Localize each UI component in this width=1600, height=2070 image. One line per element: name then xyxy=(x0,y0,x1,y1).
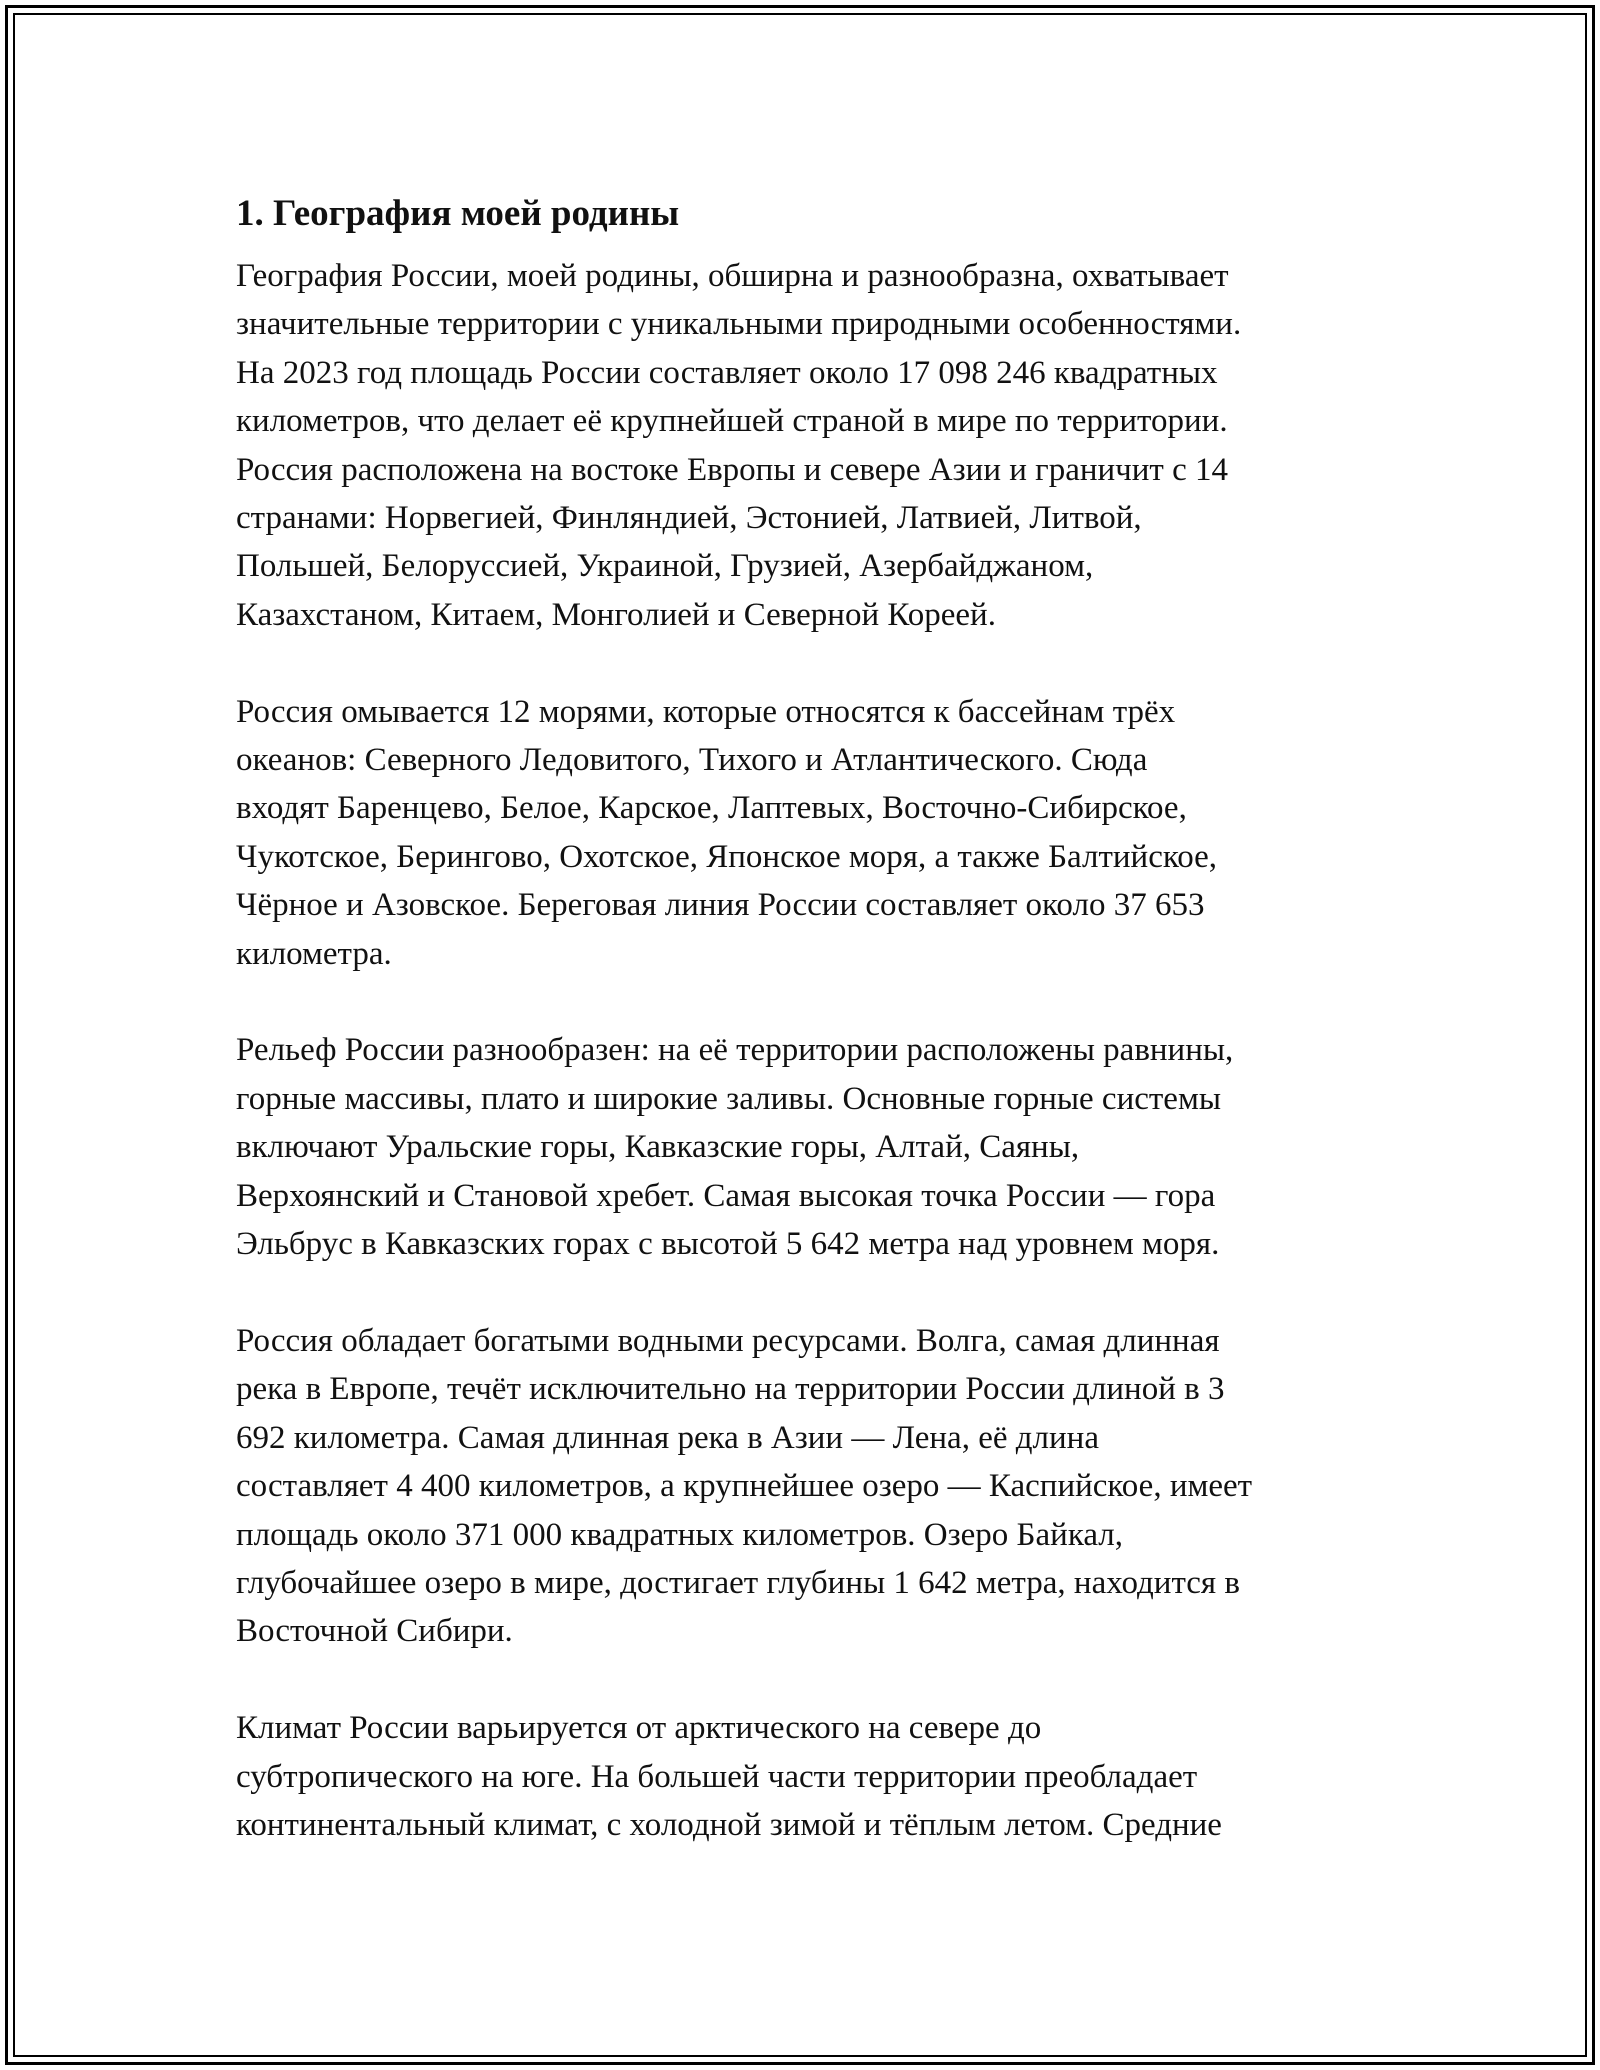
document-body xyxy=(236,188,1386,1849)
section-heading: 1. География моей родины xyxy=(236,193,680,234)
paragraph-water-resources: Россия обладает богатыми водными ресурсами. Волга, самая длинная река в Европе, течёт исключительно на территории России длиной в 3 692 километра. Самая длинная река в Азии — Лена, её длина составляет 4 400 километров, а крупнейшее озеро — Каспийское, имеет площадь около 371 000 квадратных километров. Озеро Байкал, глубочайшее озеро в мире, достигает глубины 1 642 метра, находится в Восточной Сибири. xyxy=(236,1322,1253,1650)
paragraph-seas: Россия омывается 12 морями, которые относятся к бассейнам трёх океанов: Северного Ледовитого, Тихого и Атлантического. Сюда входят Баренцево, Белое, Карское, Лаптевых, Восточно-Сибирское, Чукотское, Берингово, Охотское, Японское моря, а также Балтийское, Чёрное и Азовское. Береговая линия России составляет около 37 653 километра. xyxy=(236,693,1218,972)
paragraph-climate: Климат России варьируется от арктического на севере до субтропического на юге. На большей части территории преобладает континентальный климат, с холодной зимой и тёплым летом. Средние xyxy=(236,1710,1222,1843)
paragraph-area-borders: География России, моей родины, обширна и разнообразна, охватывает значительные территории с уникальными природными особенностями. На 2023 год площадь России составляет около 17 098 246 квадратных километров, что делает её крупнейшей страной в мире по территории. Россия расположена на востоке Европы и севере Азии и граничит с 14 странами: Норвегией, Финляндией, Эстонией, Латвией, Литвой, Польшей, Белоруссией, Украиной, Грузией, Азербайджаном, Казахстаном, Китаем, Монголией и Северной Кореей. xyxy=(236,258,1242,633)
paragraph-relief: Рельеф России разнообразен: на её территории расположены равнины, горные массивы, плато и широкие заливы. Основные горные системы включают Уральские горы, Кавказские горы, Алтай, Саяны, Верхоянский и Становой хребет. Самая высокая точка России — гора Эльбрус в Кавказских горах с высотой 5 642 метра над уровнем моря. xyxy=(236,1032,1234,1263)
